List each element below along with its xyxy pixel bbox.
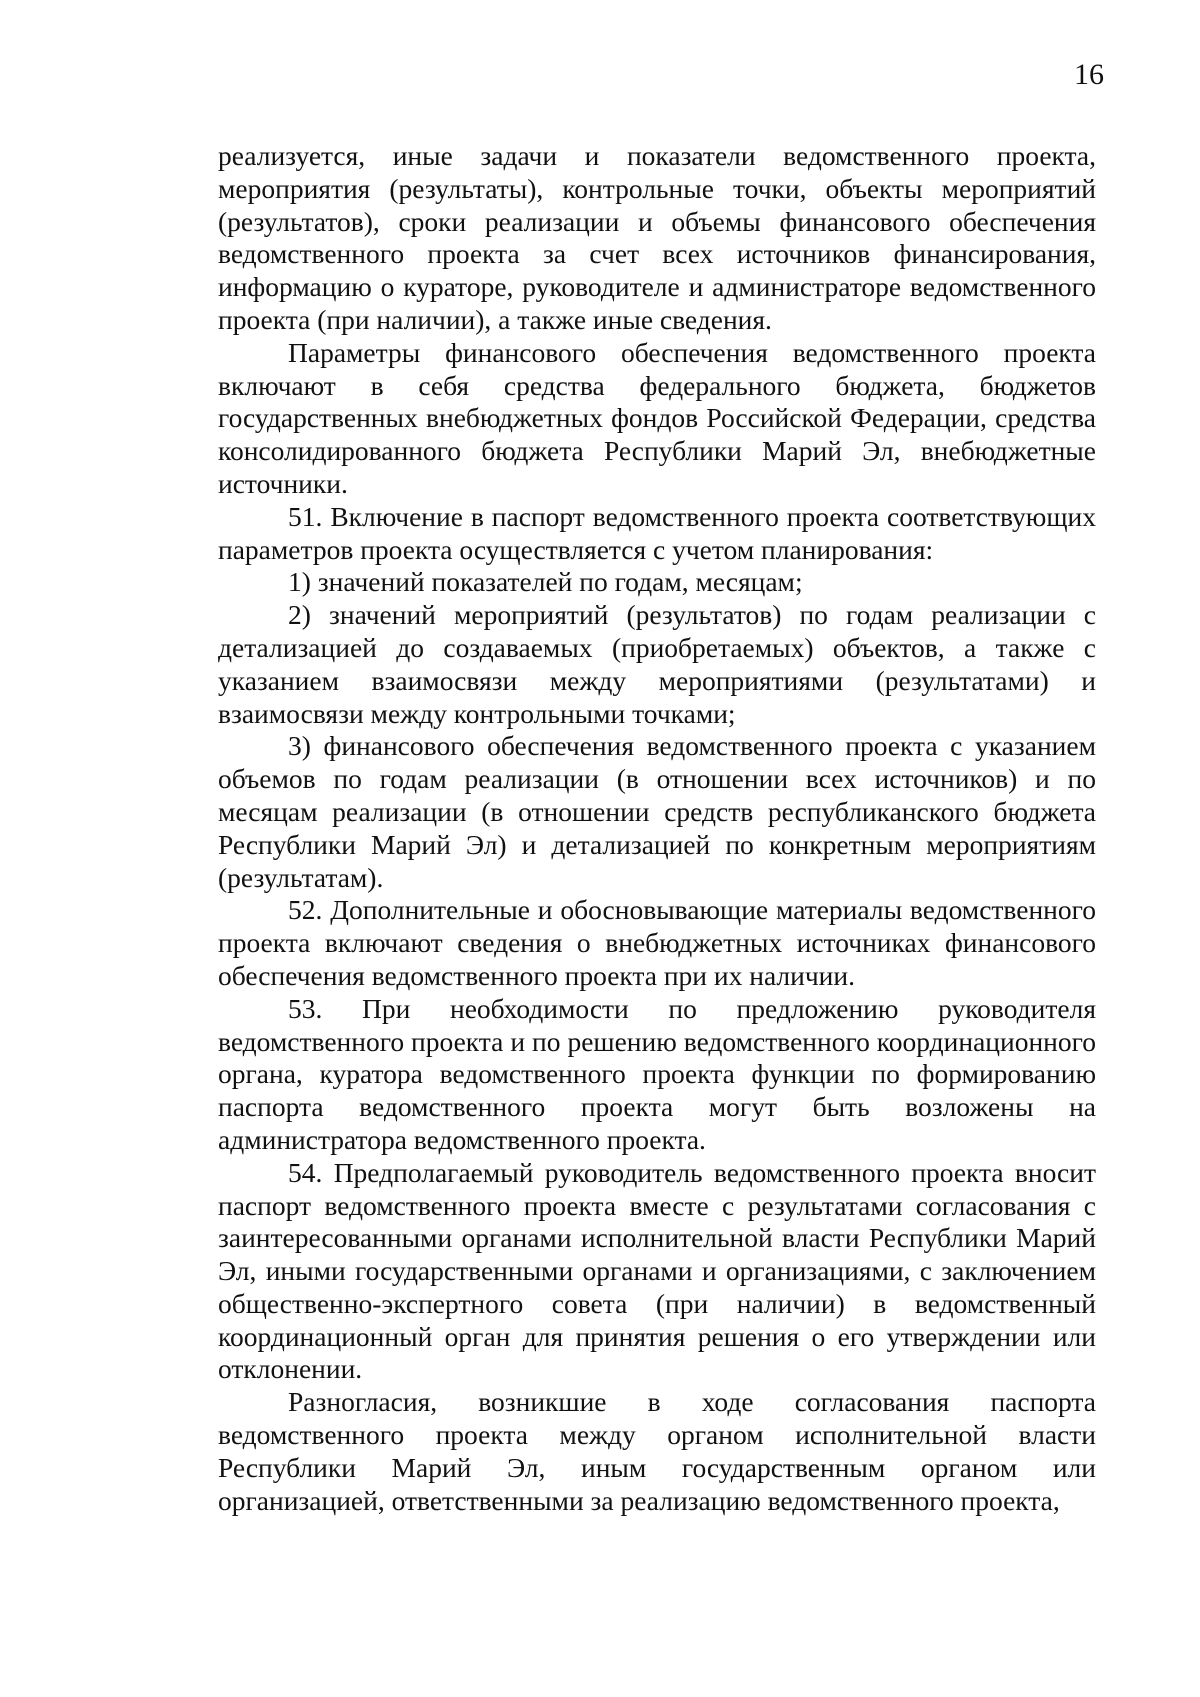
paragraph-item-51: 51. Включение в паспорт ведомственного проекта соответствующих параметров проекта осуществляется с учетом планирования: bbox=[218, 500, 1096, 565]
paragraph-disagreements: Разногласия, возникшие в ходе согласования паспорта ведомственного проекта между органом исполнительной власти Республики Марий Эл, иным государственным органом или организацией, ответственными за реализацию ведомственного проекта, bbox=[218, 1386, 1096, 1516]
paragraph-item-54: 54. Предполагаемый руководитель ведомственного проекта вносит паспорт ведомственного проекта вместе с результатами согласования с заинтересованными органами исполнительной власти Республики Марий Эл, иными государственными органами и организациями, с заключением общественно-экспертного совета (при наличии) в ведомственный координационный орган для принятия решения о его утверждении или отклонении. bbox=[218, 1156, 1096, 1385]
list-item-1: 1) значений показателей по годам, месяцам; bbox=[288, 566, 803, 598]
document-body bbox=[218, 140, 1096, 1517]
paragraph-financing-parameters: Параметры финансового обеспечения ведомственного проекта включают в себя средства федерального бюджета, бюджетов государственных внебюджетных фондов Российской Федерации, средства консолидированного бюджета Республики Марий Эл, внебюджетные источники. bbox=[218, 336, 1096, 499]
paragraph-item-53: 53. При необходимости по предложению руководителя ведомственного проекта и по решению ведомственного координационного органа, куратора ведомственного проекта функции по формированию паспорта ведомственного проекта могут быть возложены на администратора ведомственного проекта. bbox=[218, 992, 1096, 1155]
list-item-2: 2) значений мероприятий (результатов) по годам реализации с детализацией до создаваемых (приобретаемых) объектов, а также с указанием взаимосвязи между мероприятиями (результатами) и взаимосвязи между контрольными точками; bbox=[218, 599, 1096, 729]
page-number: 16 bbox=[1074, 58, 1104, 91]
paragraph-continuation: реализуется, иные задачи и показатели ведомственного проекта, мероприятия (результаты), контрольные точки, объекты мероприятий (результатов), сроки реализации и объемы финансового обеспечения ведомственного проекта за счет всех источников финансирования, информацию о кураторе, руководителе и администраторе ведомственного проекта (при наличии), а также иные сведения. bbox=[218, 140, 1096, 335]
paragraph-item-52: 52. Дополнительные и обосновывающие материалы ведомственного проекта включают сведения о внебюджетных источниках финансового обеспечения ведомственного проекта при их наличии. bbox=[218, 894, 1096, 991]
list-item-3: 3) финансового обеспечения ведомственного проекта с указанием объемов по годам реализации (в отношении всех источников) и по месяцам реализации (в отношении средств республиканского бюджета Республики Марий Эл) и детализацией по конкретным мероприятиям (результатам). bbox=[218, 730, 1096, 893]
